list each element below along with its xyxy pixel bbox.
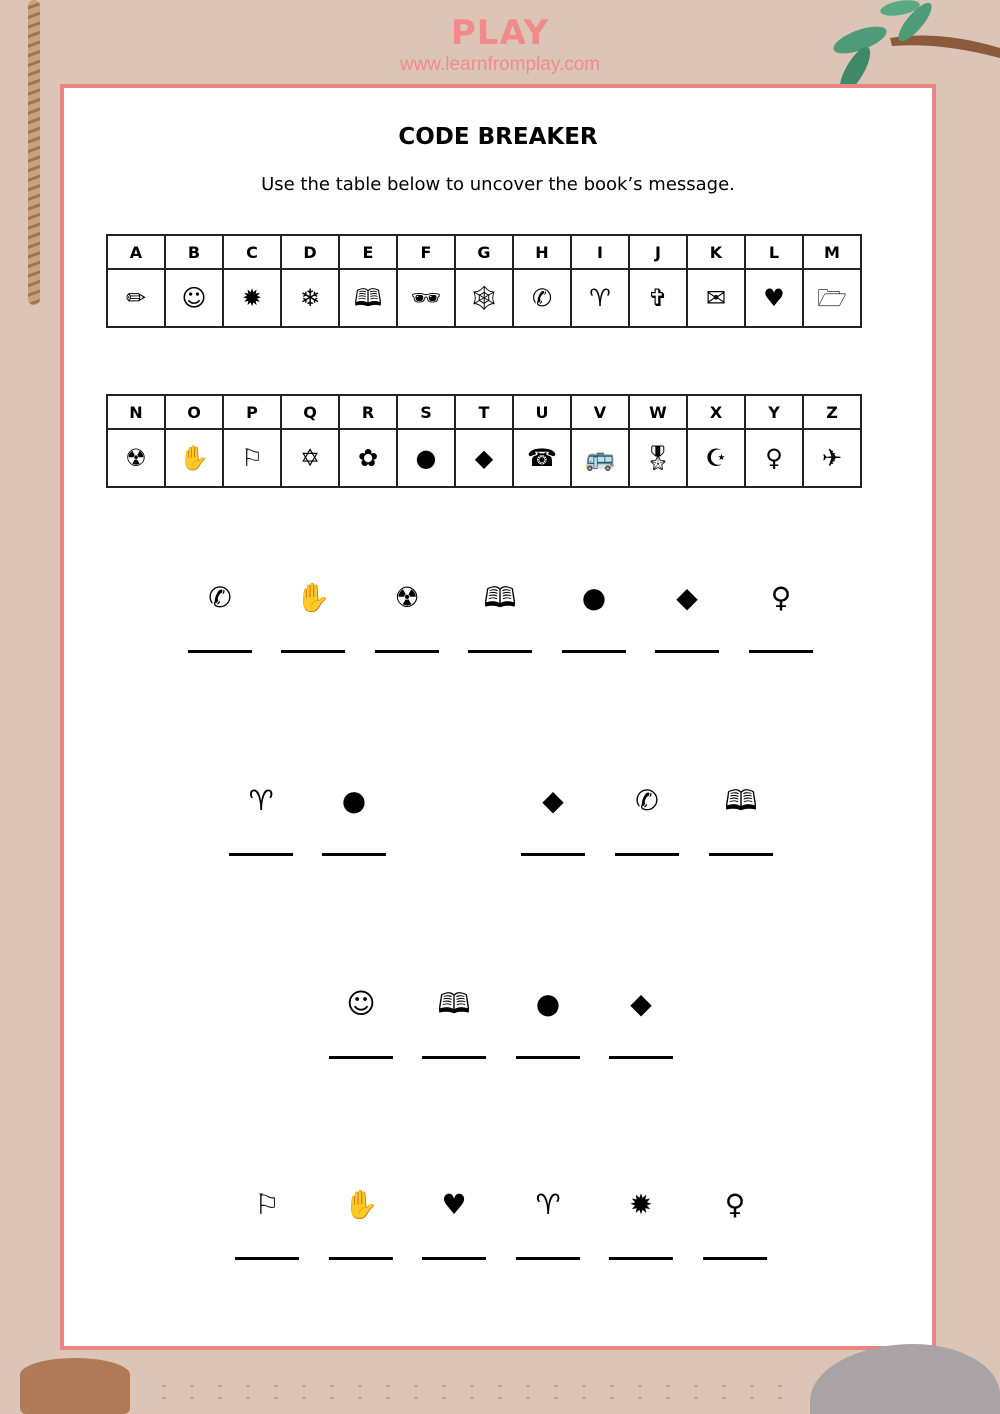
flag-icon: ⚐ xyxy=(223,429,281,487)
answer-blank[interactable] xyxy=(229,853,293,856)
key-letter: Z xyxy=(803,395,861,429)
code-cell xyxy=(229,781,293,856)
sun-icon: ✹ xyxy=(223,269,281,327)
logo-url: www.learnfromplay.com xyxy=(399,54,601,75)
open-book-icon: 🕮 xyxy=(437,987,471,1020)
code-cell xyxy=(562,578,626,653)
code-cell xyxy=(703,1185,767,1260)
key-letter: P xyxy=(223,395,281,429)
key-letter: J xyxy=(629,235,687,269)
open-book-icon: 🕮 xyxy=(483,581,517,614)
cipher-key-symbols-row xyxy=(107,429,861,487)
flower-icon: ✿ xyxy=(339,429,397,487)
answer-blank[interactable] xyxy=(281,650,345,653)
flag-icon: ⚐ xyxy=(254,1188,280,1221)
key-letter: W xyxy=(629,395,687,429)
open-book-icon: 🕮 xyxy=(339,269,397,327)
cipher-key-table-n-z xyxy=(106,394,862,488)
rock-decoration xyxy=(810,1344,1000,1414)
tape-dispenser-icon: ✆ xyxy=(208,581,232,614)
answer-blank[interactable] xyxy=(375,650,439,653)
code-cell xyxy=(375,578,439,653)
key-letter: G xyxy=(455,235,513,269)
answer-blank[interactable] xyxy=(235,1257,299,1260)
answer-blank[interactable] xyxy=(562,650,626,653)
crescent-moon-icon: ☪ xyxy=(687,429,745,487)
key-letter: X xyxy=(687,395,745,429)
sunglasses-icon: 🕶 xyxy=(397,269,455,327)
cipher-key-letters-row xyxy=(107,235,861,269)
code-cell xyxy=(516,1185,580,1260)
open-book-icon: 🕮 xyxy=(724,784,758,817)
medal-icon: 🎖 xyxy=(629,429,687,487)
code-cell xyxy=(709,781,773,856)
cipher-key-symbols-row xyxy=(107,269,861,327)
key-letter: H xyxy=(513,235,571,269)
diamond-icon: ◆ xyxy=(630,987,652,1020)
key-letter: D xyxy=(281,235,339,269)
drop-icon: ● xyxy=(581,581,607,614)
open-folder-icon: 🗁 xyxy=(803,269,861,327)
hand-icon: ✋ xyxy=(343,1188,379,1221)
star-of-david-icon: ✡ xyxy=(281,429,339,487)
aries-symbol-icon: ♈ xyxy=(571,269,629,327)
heart-icon: ♥ xyxy=(441,1188,467,1221)
code-cell xyxy=(329,1185,393,1260)
snowflake-icon: ❄ xyxy=(281,269,339,327)
answer-blank[interactable] xyxy=(609,1257,673,1260)
key-letter: I xyxy=(571,235,629,269)
code-cell xyxy=(329,984,393,1059)
answer-blank[interactable] xyxy=(516,1257,580,1260)
airplane-icon: ✈ xyxy=(803,429,861,487)
envelope-icon: ✉ xyxy=(687,269,745,327)
sun-icon: ✹ xyxy=(629,1188,653,1221)
logo-mark: PLAY xyxy=(450,13,550,53)
code-cell xyxy=(235,1185,299,1260)
aries-symbol-icon: ♈ xyxy=(535,1188,561,1221)
key-letter: L xyxy=(745,235,803,269)
key-letter: B xyxy=(165,235,223,269)
cross-icon: ✞ xyxy=(629,269,687,327)
tape-dispenser-icon: ✆ xyxy=(513,269,571,327)
answer-blank[interactable] xyxy=(655,650,719,653)
cipher-key-letters-row xyxy=(107,395,861,429)
diamond-icon: ◆ xyxy=(455,429,513,487)
answer-blank[interactable] xyxy=(188,650,252,653)
spider-web-icon: 🕸 xyxy=(455,269,513,327)
key-letter: A xyxy=(107,235,165,269)
answer-blank[interactable] xyxy=(521,853,585,856)
code-cell xyxy=(422,1185,486,1260)
code-cell xyxy=(655,578,719,653)
key-letter: T xyxy=(455,395,513,429)
pin-icon: ♀ xyxy=(770,581,792,614)
smiley-face-icon: ☺ xyxy=(346,987,376,1020)
aries-symbol-icon: ♈ xyxy=(248,784,274,817)
answer-blank[interactable] xyxy=(329,1257,393,1260)
answer-blank[interactable] xyxy=(422,1257,486,1260)
key-letter: E xyxy=(339,235,397,269)
code-cell xyxy=(422,984,486,1059)
key-letter: F xyxy=(397,235,455,269)
smiley-face-icon: ☺ xyxy=(165,269,223,327)
key-letter: U xyxy=(513,395,571,429)
bus-icon: 🚌 xyxy=(571,429,629,487)
hand-icon: ✋ xyxy=(165,429,223,487)
answer-blank[interactable] xyxy=(468,650,532,653)
ground-pebbles-decoration xyxy=(150,1380,790,1404)
worksheet-sheet xyxy=(60,84,936,1350)
heart-icon: ♥ xyxy=(745,269,803,327)
diamond-icon: ◆ xyxy=(542,784,564,817)
answer-blank[interactable] xyxy=(329,1056,393,1059)
pin-icon: ♀ xyxy=(724,1188,746,1221)
radiation-icon: ☢ xyxy=(107,429,165,487)
code-cell xyxy=(468,578,532,653)
radiation-icon: ☢ xyxy=(394,581,420,614)
pencil-icon: ✏ xyxy=(107,269,165,327)
answer-blank[interactable] xyxy=(516,1056,580,1059)
code-cell xyxy=(281,578,345,653)
answer-blank[interactable] xyxy=(609,1056,673,1059)
key-letter: V xyxy=(571,395,629,429)
telephone-icon: ☎ xyxy=(513,429,571,487)
cipher-key-table-a-m xyxy=(106,234,862,328)
answer-blank[interactable] xyxy=(703,1257,767,1260)
code-cell xyxy=(188,578,252,653)
pin-icon: ♀ xyxy=(745,429,803,487)
drop-icon: ● xyxy=(397,429,455,487)
drop-icon: ● xyxy=(535,987,561,1020)
brand-logo xyxy=(0,14,1000,76)
answer-blank[interactable] xyxy=(749,650,813,653)
key-letter: M xyxy=(803,235,861,269)
worksheet-instructions: Use the table below to uncover the book’s message. xyxy=(261,174,735,195)
key-letter: Q xyxy=(281,395,339,429)
key-letter: R xyxy=(339,395,397,429)
answer-blank[interactable] xyxy=(615,853,679,856)
code-cell xyxy=(609,1185,673,1260)
key-letter: O xyxy=(165,395,223,429)
worksheet-title: CODE BREAKER xyxy=(398,124,598,150)
answer-blank[interactable] xyxy=(322,853,386,856)
code-cell xyxy=(322,781,386,856)
key-letter: S xyxy=(397,395,455,429)
tree-stump-decoration xyxy=(20,1358,130,1414)
code-cell xyxy=(749,578,813,653)
answer-blank[interactable] xyxy=(709,853,773,856)
tape-dispenser-icon: ✆ xyxy=(635,784,659,817)
hand-icon: ✋ xyxy=(295,581,331,614)
key-letter: Y xyxy=(745,395,803,429)
code-cell xyxy=(609,984,673,1059)
code-cell xyxy=(615,781,679,856)
diamond-icon: ◆ xyxy=(676,581,698,614)
key-letter: K xyxy=(687,235,745,269)
drop-icon: ● xyxy=(341,784,367,817)
code-cell xyxy=(521,781,585,856)
answer-blank[interactable] xyxy=(422,1056,486,1059)
code-cell xyxy=(516,984,580,1059)
key-letter: C xyxy=(223,235,281,269)
key-letter: N xyxy=(107,395,165,429)
